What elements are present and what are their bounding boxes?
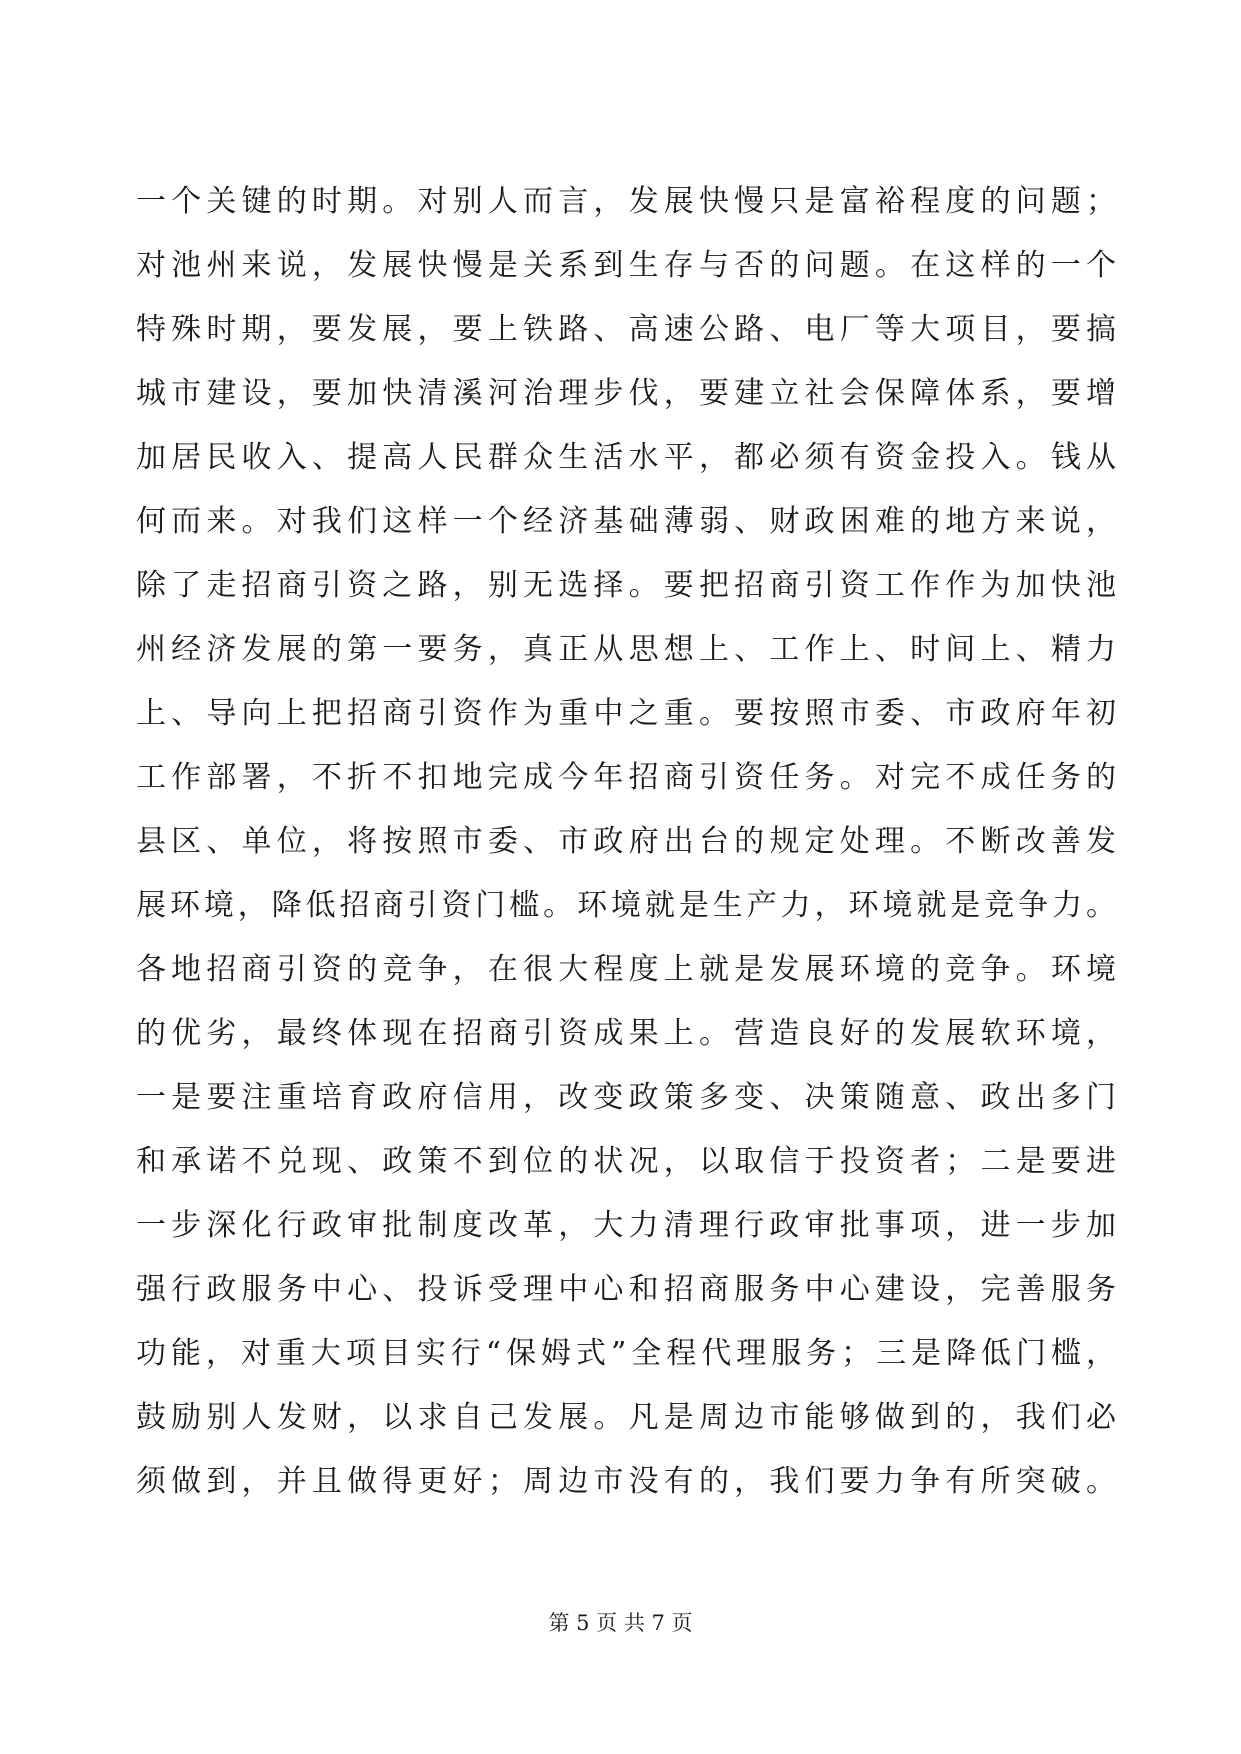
body-text: [136, 170, 1116, 1514]
text-line: 和承诺不兑现、政策不到位的状况，以取信于投资者；二是要进: [136, 1144, 1116, 1179]
text-line: 须做到，并且做得更好；周边市没有的，我们要力争有所突破。: [136, 1464, 1116, 1499]
text-line: 州经济发展的第一要务，真正从思想上、工作上、时间上、精力: [136, 632, 1116, 667]
text-line: 上、导向上把招商引资作为重中之重。要按照市委、市政府年初: [136, 696, 1116, 731]
text-line: 特殊时期，要发展，要上铁路、高速公路、电厂等大项目，要搞: [136, 312, 1116, 347]
text-line: 除了走招商引资之路，别无选择。要把招商引资工作作为加快池: [136, 568, 1116, 603]
text-line: 加居民收入、提高人民群众生活水平，都必须有资金投入。钱从: [136, 440, 1116, 475]
text-line: 各地招商引资的竞争，在很大程度上就是发展环境的竞争。环境: [136, 952, 1116, 987]
text-line: 工作部署，不折不扣地完成今年招商引资任务。对完不成任务的: [136, 760, 1116, 795]
text-line: 城市建设，要加快清溪河治理步伐，要建立社会保障体系，要增: [136, 376, 1116, 411]
text-line: 强行政服务中心、投诉受理中心和招商服务中心建设，完善服务: [136, 1272, 1116, 1307]
text-line: 一步深化行政审批制度改革，大力清理行政审批事项，进一步加: [136, 1208, 1116, 1243]
text-line: 一个关键的时期。对别人而言，发展快慢只是富裕程度的问题；: [136, 184, 1116, 219]
text-line: 鼓励别人发财，以求自己发展。凡是周边市能够做到的，我们必: [136, 1400, 1116, 1435]
page-number: 第 5 页 共 7 页: [548, 1611, 693, 1635]
text-line: 展环境，降低招商引资门槛。环境就是生产力，环境就是竞争力。: [136, 888, 1116, 923]
text-line: 县区、单位，将按照市委、市政府出台的规定处理。不断改善发: [136, 824, 1116, 859]
text-line: 何而来。对我们这样一个经济基础薄弱、财政困难的地方来说，: [136, 504, 1116, 539]
text-line: 功能，对重大项目实行“保姆式”全程代理服务；三是降低门槛，: [136, 1336, 1116, 1371]
page-footer: [0, 1608, 1241, 1638]
text-line: 一是要注重培育政府信用，改变政策多变、决策随意、政出多门: [136, 1080, 1116, 1115]
text-line: 的优劣，最终体现在招商引资成果上。营造良好的发展软环境，: [136, 1016, 1116, 1051]
text-line: 对池州来说，发展快慢是关系到生存与否的问题。在这样的一个: [136, 248, 1116, 283]
